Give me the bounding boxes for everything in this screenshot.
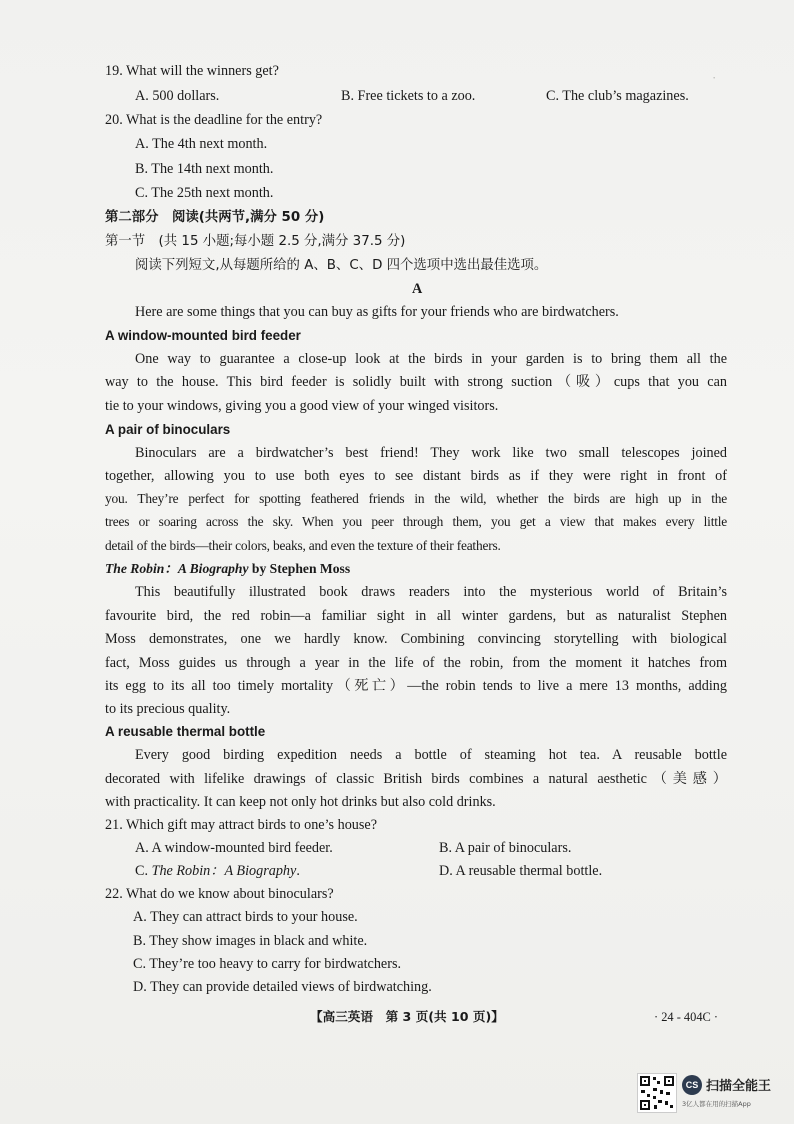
paragraph-line: detail of the birds—their colors, beaks, and even the texture of their feathers. <box>105 538 501 553</box>
qr-code-icon <box>637 1073 677 1113</box>
paragraph-line: together, allowing you to use both eyes to see distant birds as if they were right in front of <box>105 468 727 484</box>
question-19: 19. What will the winners get? <box>105 63 279 79</box>
paragraph-line: to its precious quality. <box>105 701 231 717</box>
paragraph-line: One way to guarantee a close-up look at the birds in your garden is to bring them all the <box>135 351 727 367</box>
option-21a: A. A window-mounted bird feeder. <box>135 840 333 856</box>
option-22c: C. They’re too heavy to carry for birdwatchers. <box>133 956 402 972</box>
heading-binoculars: A pair of binoculars <box>105 422 231 437</box>
paragraph-line: decorated with lifelike drawings of classic British birds combines a natural aesthetic（美感） <box>105 771 727 787</box>
part-heading: 第二部分 阅读(共两节,满分 50 分) <box>105 210 325 225</box>
option-19b: B. Free tickets to a zoo. <box>341 88 476 104</box>
paragraph-line: favourite bird, the red robin—a familiar sight in all winter gardens, but as naturalist Stephen <box>105 608 727 624</box>
paragraph-line: Binoculars are a birdwatcher’s best friend! They work like two small telescopes joined <box>135 445 727 461</box>
option-21c <box>135 862 300 880</box>
heading-robin-book <box>105 560 350 578</box>
section-heading: 第一节 (共 15 小题;每小题 2.5 分,满分 37.5 分) <box>105 234 406 249</box>
option-22b: B. They show images in black and white. <box>133 933 368 949</box>
question-21: 21. Which gift may attract birds to one’s house? <box>105 817 377 833</box>
paragraph-line: you. They’re perfect for spotting feathered friends in the wild, whether the birds are high up in the <box>105 491 727 506</box>
option-20c: C. The 25th next month. <box>135 185 274 201</box>
passage-intro: Here are some things that you can buy as gifts for your friends who are birdwatchers. <box>135 304 619 320</box>
option-19a: A. 500 dollars. <box>135 88 220 104</box>
camscanner-logo-icon: CS <box>682 1075 702 1095</box>
exam-code: · 24 - 404C · <box>654 1010 719 1024</box>
heading-bird-feeder: A window-mounted bird feeder <box>105 328 301 343</box>
paragraph-line: way to the house. This bird feeder is solidly built with strong suction（吸）cups that you can <box>105 374 727 390</box>
scanner-brand: 扫描全能王 <box>706 1079 772 1094</box>
instruction: 阅读下列短文,从每题所给的 A、B、C、D 四个选项中选出最佳选项。 <box>135 258 548 273</box>
option-22d: D. They can provide detailed views of birdwatching. <box>133 979 432 995</box>
page-footer: 【高三英语 第 3 页(共 10 页)】 <box>310 1009 504 1024</box>
option-20a: A. The 4th next month. <box>135 136 268 152</box>
paragraph-line: with practicality. It can keep not only hot drinks but also cold drinks. <box>105 794 496 810</box>
book-title: The Robin：A Biography <box>151 863 297 879</box>
option-19c: C. The club’s magazines. <box>546 88 689 104</box>
option-21b: B. A pair of binoculars. <box>439 840 572 856</box>
option-21d: D. A reusable thermal bottle. <box>439 863 603 879</box>
paragraph-line: This beautifully illustrated book draws readers into the mysterious world of Britain’s <box>135 584 727 600</box>
heading-thermal-bottle: A reusable thermal bottle <box>105 724 266 739</box>
book-author: by Stephen Moss <box>248 561 351 576</box>
book-title: The Robin：A Biography <box>105 561 249 576</box>
option-20b: B. The 14th next month. <box>135 161 274 177</box>
paragraph-line: its egg to its all too timely mortality（死亡）—the robin tends to live a mere 13 months, adding <box>105 678 727 694</box>
paragraph-line: Moss demonstrates, one we hardly know. Combining convincing storytelling with biological <box>105 631 727 647</box>
paragraph-line: fact, Moss guides us through a year in the life of the robin, from the moment it hatches from <box>105 655 727 671</box>
paragraph-line: Every good birding expedition needs a bottle of steaming hot tea. A reusable bottle <box>135 747 727 763</box>
question-20: 20. What is the deadline for the entry? <box>105 112 323 128</box>
paragraph-line: tie to your windows, giving you a good view of your winged visitors. <box>105 398 499 414</box>
option-22a: A. They can attract birds to your house. <box>133 909 358 925</box>
question-22: 22. What do we know about binoculars? <box>105 886 334 902</box>
passage-letter: A <box>412 281 423 297</box>
option-letter: C. <box>135 863 152 879</box>
option-period: . <box>296 863 300 879</box>
paragraph-line: trees or soaring across the sky. When you peer through them, you get a view that makes every little <box>105 514 727 529</box>
bleed-through-mark: · <box>712 70 717 85</box>
scanner-tagline: 3亿人都在用的扫描App <box>682 1100 751 1108</box>
